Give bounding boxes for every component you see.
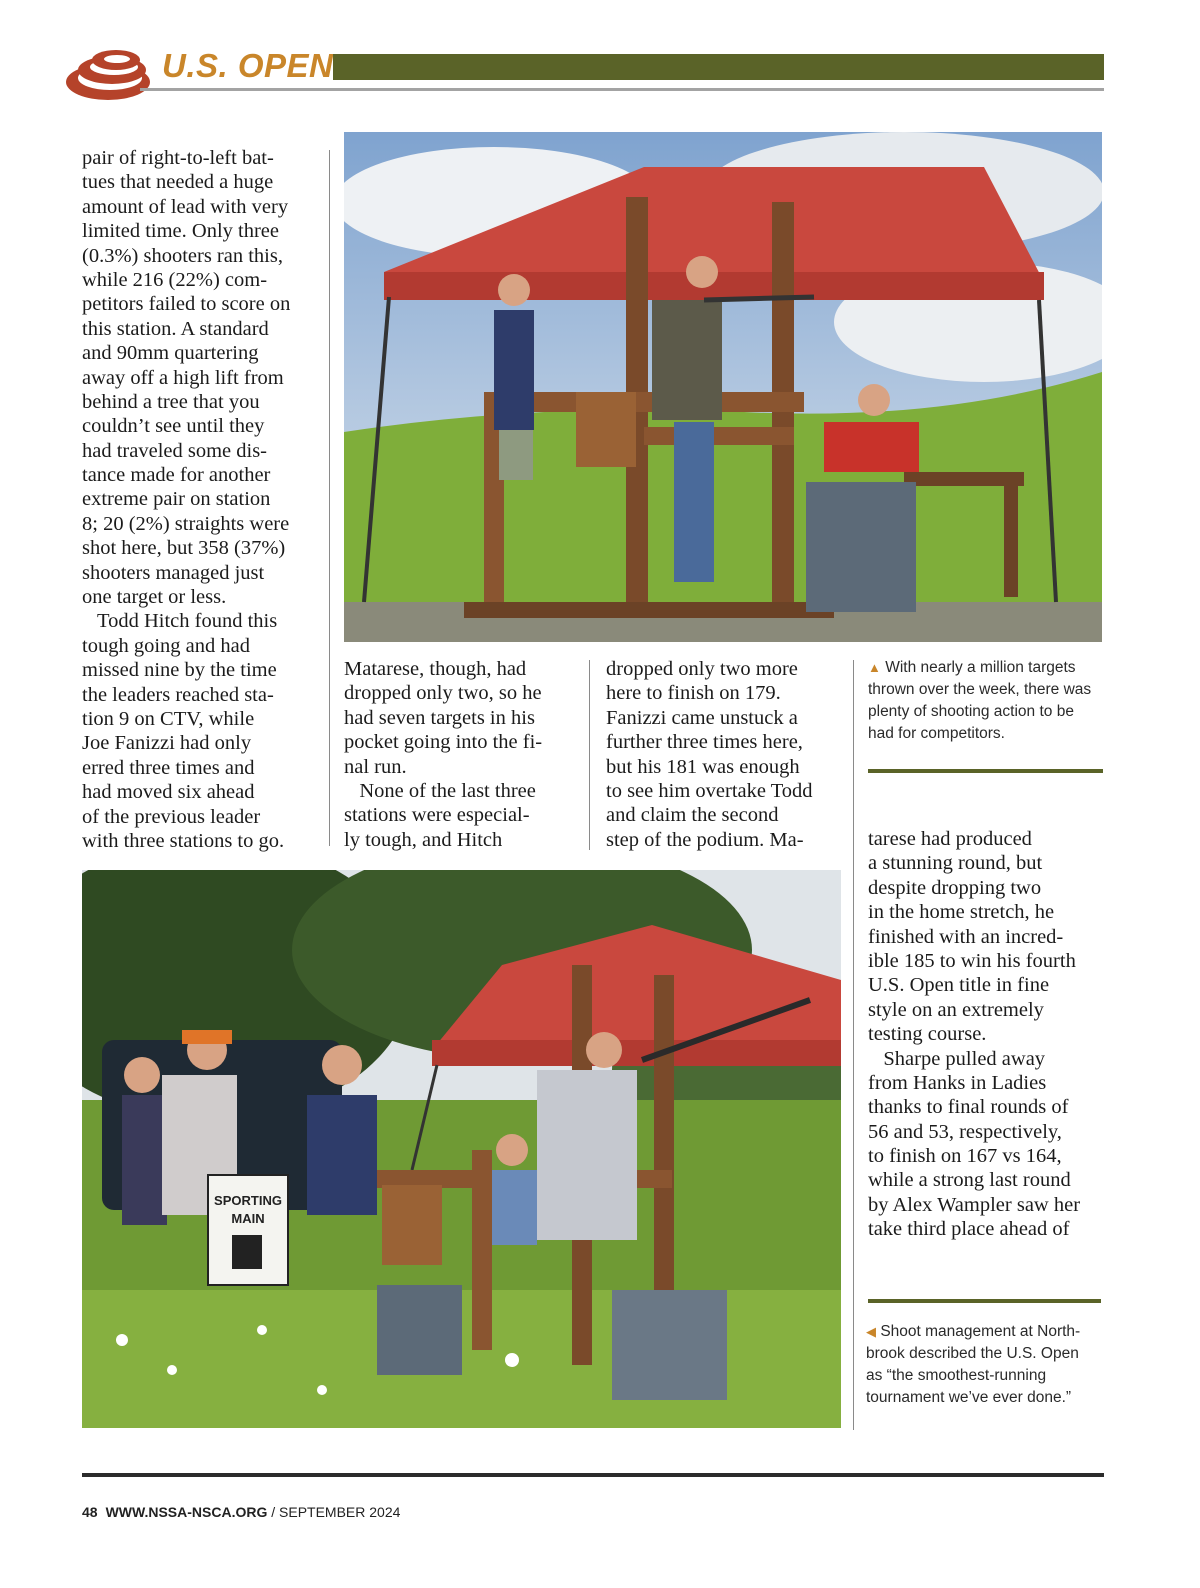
text-line: petitors failed to score on (82, 293, 291, 316)
text-line: away off a high lift from (82, 366, 284, 389)
text-line: tues that needed a huge (82, 171, 274, 194)
text-line: in the home stretch, he (868, 901, 1055, 924)
caption-rule (868, 1299, 1101, 1303)
sign-line-2: MAIN (231, 1211, 265, 1226)
text-line: Fanizzi came unstuck a (606, 706, 798, 729)
text-line: couldn’t see until they (82, 415, 265, 438)
text-line: None of the last three (344, 779, 536, 802)
column-divider (853, 660, 854, 1430)
issue-date: SEPTEMBER 2024 (279, 1504, 401, 1520)
header-bar (333, 54, 1104, 80)
text-line: stations were especial- (344, 804, 530, 827)
text-line: had seven targets in his (344, 706, 535, 729)
page-number: 48 (82, 1504, 98, 1520)
text-line: behind a tree that you (82, 390, 260, 413)
page-footer (82, 1504, 400, 1520)
text-line: but his 181 was enough (606, 755, 800, 778)
text-line: tion 9 on CTV, while (82, 707, 255, 730)
text-line: to see him overtake Todd (606, 779, 813, 802)
column-divider (329, 150, 330, 846)
text-line: 8; 20 (2%) straights were (82, 512, 290, 535)
text-line: here to finish on 179. (606, 682, 781, 705)
text-line: tough going and had (82, 634, 250, 657)
caption-rule (868, 769, 1103, 773)
text-line: extreme pair on station (82, 488, 271, 511)
text-line: U.S. Open title in fine (868, 974, 1050, 997)
text-line: finished with an incred- (868, 925, 1064, 948)
article-column-2 (344, 657, 542, 852)
text-line: tance made for another (82, 464, 271, 487)
text-line: the leaders reached sta- (82, 683, 274, 706)
text-line: missed nine by the time (82, 659, 277, 682)
text-line: while 216 (22%) com- (82, 268, 268, 291)
section-title: U.S. OPEN (162, 47, 334, 84)
text-line: with three stations to go. (82, 829, 285, 852)
text-line: ly tough, and Hitch (344, 828, 503, 851)
text-line: from Hanks in Ladies (868, 1071, 1047, 1094)
article-column-3 (606, 657, 813, 852)
text-line: shooters managed just (82, 561, 265, 584)
text-line: and 90mm quartering (82, 342, 259, 365)
text-line: Joe Fanizzi had only (82, 732, 252, 755)
bottom-photo (82, 870, 841, 1428)
text-line: and claim the second (606, 804, 779, 827)
site-url[interactable]: WWW.NSSA-NSCA.ORG (105, 1504, 268, 1520)
text-line: take third place ahead of (868, 1218, 1070, 1241)
text-line: ible 185 to win his fourth (868, 949, 1076, 972)
up-arrow-icon: ▲ (868, 660, 881, 675)
text-line: shot here, but 358 (37%) (82, 537, 286, 560)
article-column-4 (868, 827, 1080, 1242)
text-line: to finish on 167 vs 164, (868, 1145, 1062, 1168)
text-line: while a strong last round (868, 1169, 1071, 1192)
text-line: tarese had produced (868, 828, 1032, 850)
top-photo (344, 132, 1102, 642)
text-line: a stunning round, but (868, 852, 1043, 875)
text-line: despite dropping two (868, 876, 1042, 899)
text-line: dropped only two, so he (344, 682, 542, 705)
text-line: Matarese, though, had (344, 658, 527, 680)
article-column-1 (82, 146, 290, 853)
text-line: dropped only two more (606, 658, 798, 680)
text-line: had traveled some dis- (82, 439, 268, 462)
text-line: Sharpe pulled away (868, 1047, 1046, 1070)
text-line: 56 and 53, respectively, (868, 1120, 1062, 1143)
photo-caption-bottom: ◀ Shoot management at North- brook described the U.S. Open as “the smoothest-running tournament we’ve ever done.” (866, 1323, 1081, 1406)
text-line: further three times here, (606, 731, 803, 754)
text-line: style on an extremely (868, 998, 1044, 1021)
text-line: amount of lead with very (82, 195, 289, 218)
text-line: of the previous leader (82, 805, 261, 828)
text-line: pocket going into the fi- (344, 731, 543, 754)
header-rule (140, 88, 1104, 91)
text-line: testing course. (868, 1023, 987, 1046)
footer-rule (82, 1473, 1104, 1477)
text-line: erred three times and (82, 756, 255, 779)
text-line: this station. A standard (82, 317, 269, 340)
sign-line-1: SPORTING (214, 1193, 282, 1208)
photo-caption-top: ▲ With nearly a million targets thrown over the week, there was plenty of shooting action to be had for competitors. (868, 659, 1092, 742)
text-line: nal run. (344, 755, 407, 778)
text-line: one target or less. (82, 586, 227, 609)
footer-separator: / (267, 1504, 280, 1520)
text-line: by Alex Wampler saw her (868, 1193, 1081, 1216)
text-line: (0.3%) shooters ran this, (82, 244, 283, 267)
text-line: limited time. Only three (82, 220, 279, 243)
text-line: had moved six ahead (82, 781, 255, 804)
text-line: Todd Hitch found this (82, 610, 278, 633)
text-line: thanks to final rounds of (868, 1096, 1069, 1119)
text-line: step of the podium. Ma- (606, 828, 804, 851)
text-line: pair of right-to-left bat- (82, 147, 274, 169)
column-divider (589, 660, 590, 850)
left-arrow-icon: ◀ (866, 1324, 876, 1339)
clay-target-icon (64, 40, 156, 104)
